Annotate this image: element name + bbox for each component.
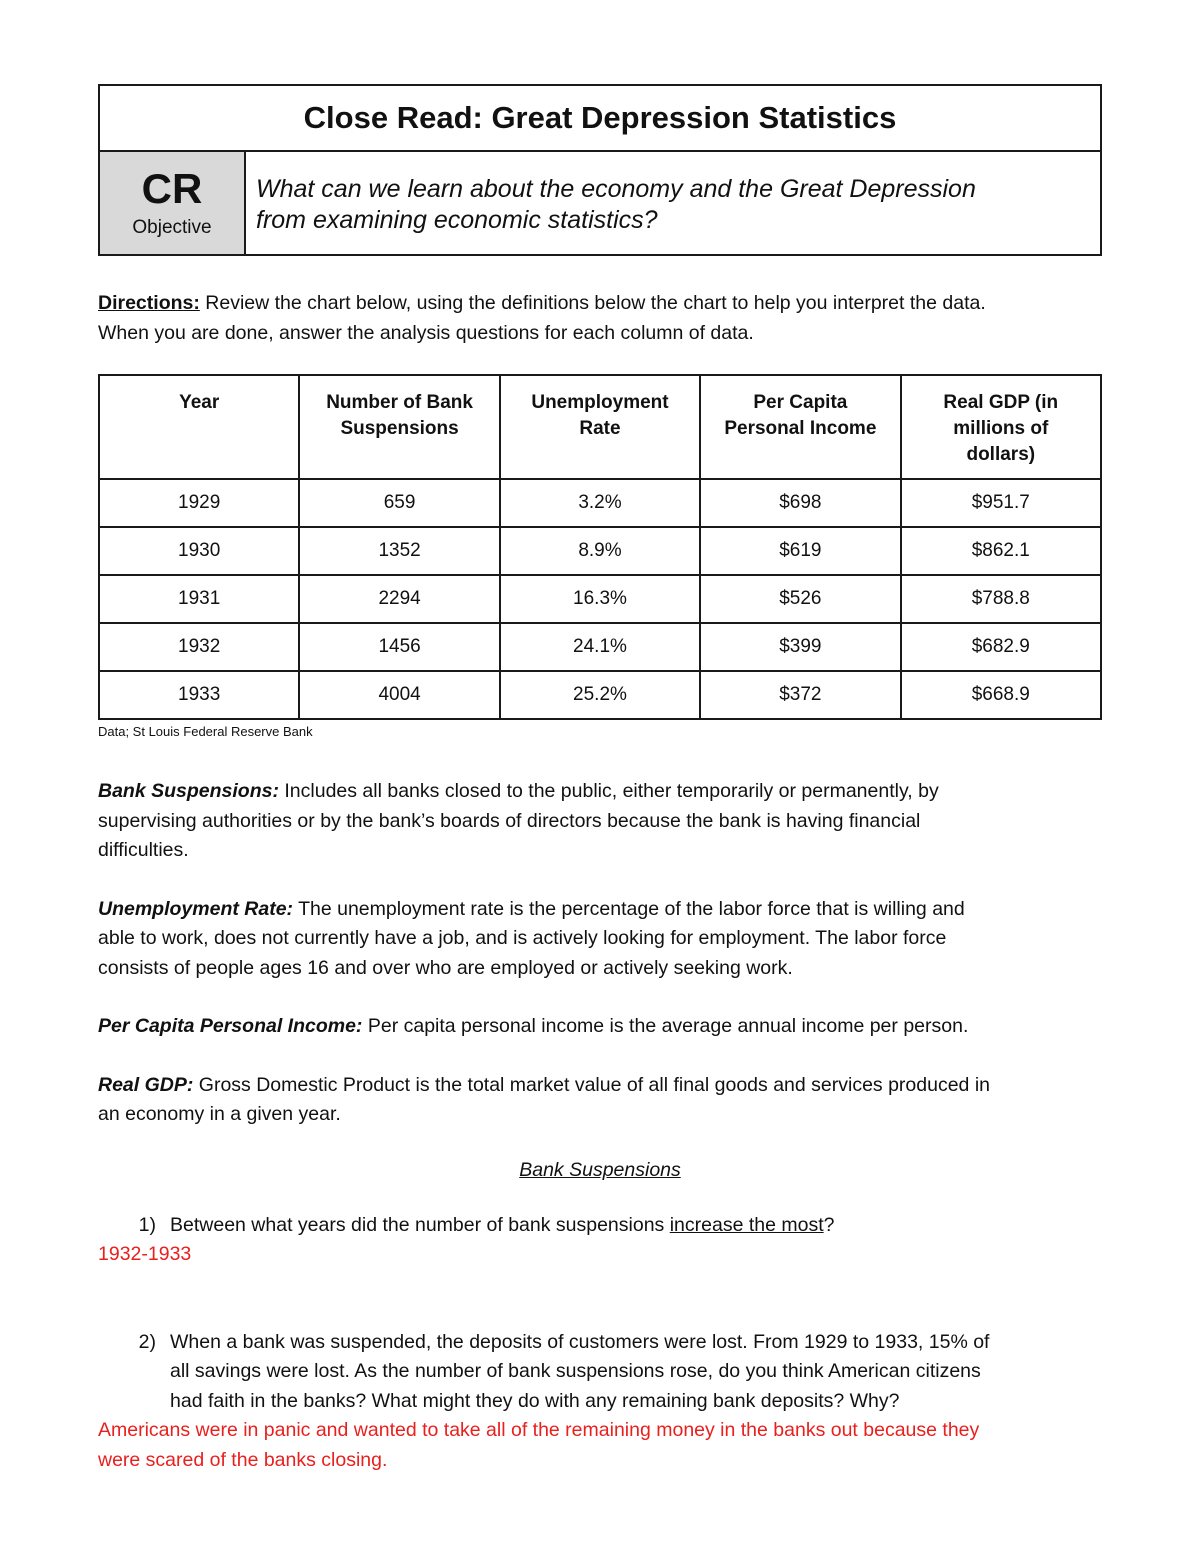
cell-gdp: $682.9 [901, 623, 1101, 671]
directions-line-2: When you are done, answer the analysis questions for each column of data. [98, 322, 754, 344]
header-unemployment-line-1: Unemployment [531, 392, 669, 413]
definition-text: The unemployment rate is the percentage of the labor force that is willing and [293, 897, 965, 920]
question-1 [98, 1211, 1102, 1241]
cell-gdp: $668.9 [901, 671, 1101, 719]
definition-text: Per capita personal income is the average annual income per person. [362, 1015, 969, 1037]
definition-bank-suspensions [98, 777, 1102, 866]
directions-label: Directions: [98, 292, 200, 314]
page-title: Close Read: Great Depression Statistics [100, 86, 1100, 152]
definition-term: Bank Suspensions: [98, 780, 279, 802]
cell-year: 1933 [99, 671, 299, 719]
question-2 [98, 1328, 1102, 1417]
cr-badge-label: Objective [132, 217, 212, 238]
objective-question [246, 152, 1100, 254]
cell-year: 1929 [99, 479, 299, 527]
header-income-line-2: Personal Income [724, 418, 877, 439]
cell-year: 1932 [99, 623, 299, 671]
cell-unemployment: 25.2% [500, 671, 700, 719]
header-real-gdp [901, 375, 1101, 479]
header-unemployment-rate [500, 375, 700, 479]
question-line: had faith in the banks? What might they do with any remaining bank deposits? Why? [170, 1389, 900, 1412]
data-source-note: Data; St Louis Federal Reserve Bank [98, 724, 313, 739]
header-gdp-line-1: Real GDP (in [943, 392, 1059, 413]
objective-line-2: from examining economic statistics? [256, 206, 658, 234]
cell-income: $399 [700, 623, 900, 671]
header-year [99, 375, 299, 479]
question-text [170, 1328, 1102, 1417]
cell-bank-suspensions: 1352 [299, 527, 499, 575]
answer-2 [98, 1416, 1102, 1475]
cell-gdp: $862.1 [901, 527, 1101, 575]
header-income-line-1: Per Capita [753, 392, 848, 413]
worksheet-page [98, 84, 1102, 1475]
cell-year: 1930 [99, 527, 299, 575]
cell-income: $619 [700, 527, 900, 575]
header-box [98, 84, 1102, 256]
objective-row [100, 152, 1100, 254]
table-row [99, 623, 1101, 671]
header-unemployment-line-2: Rate [579, 418, 621, 439]
answer-line: were scared of the banks closing. [98, 1448, 388, 1471]
definition-term: Per Capita Personal Income: [98, 1015, 363, 1037]
cell-unemployment: 8.9% [500, 527, 700, 575]
question-text [170, 1211, 1102, 1241]
cell-unemployment: 16.3% [500, 575, 700, 623]
cell-income: $698 [700, 479, 900, 527]
cell-bank-suspensions: 659 [299, 479, 499, 527]
question-text-part: ? [823, 1213, 835, 1236]
cell-unemployment: 24.1% [500, 623, 700, 671]
table-row [99, 575, 1101, 623]
definition-real-gdp [98, 1071, 1102, 1130]
question-line: When a bank was suspended, the deposits of customers were lost. From 1929 to 1933, 15% of [170, 1330, 990, 1353]
definition-text: Gross Domestic Product is the total market value of all final goods and services produced in [193, 1073, 990, 1096]
cr-badge [100, 152, 246, 254]
directions-line-1: Review the chart below, using the definitions below the chart to help you interpret the data. [199, 292, 986, 314]
cell-year: 1931 [99, 575, 299, 623]
cell-income: $526 [700, 575, 900, 623]
statistics-table [98, 374, 1102, 720]
header-per-capita-income [700, 375, 900, 479]
cell-bank-suspensions: 1456 [299, 623, 499, 671]
answer-1: 1932-1933 [98, 1243, 192, 1265]
definition-text: an economy in a given year. [98, 1103, 341, 1125]
definition-text: consists of people ages 16 and over who are employed or actively seeking work. [98, 956, 793, 979]
cell-gdp: $788.8 [901, 575, 1101, 623]
section-heading-bank-suspensions: Bank Suspensions [519, 1158, 681, 1181]
cr-badge-code: CR [141, 165, 203, 212]
definition-text: Includes all banks closed to the public, either temporarily or permanently, by [278, 780, 939, 802]
cell-income: $372 [700, 671, 900, 719]
cell-gdp: $951.7 [901, 479, 1101, 527]
definition-term: Unemployment Rate: [98, 897, 294, 920]
header-gdp-line-2: millions of [953, 418, 1049, 439]
cell-bank-suspensions: 2294 [299, 575, 499, 623]
answer-line: Americans were in panic and wanted to take all of the remaining money in the banks out because they [98, 1419, 980, 1441]
question-number: 1) [138, 1213, 156, 1236]
question-line: all savings were lost. As the number of bank suspensions rose, do you think American citizens [170, 1360, 981, 1382]
objective-line-1: What can we learn about the economy and the Great Depression [256, 175, 976, 203]
definition-unemployment-rate [98, 895, 1102, 984]
directions [98, 288, 1102, 348]
definition-per-capita-income [98, 1012, 1102, 1042]
header-bank-suspensions [299, 375, 499, 479]
definition-text: difficulties. [98, 839, 189, 861]
definition-text: able to work, does not currently have a job, and is actively looking for employment. The labor force [98, 927, 947, 949]
cell-bank-suspensions: 4004 [299, 671, 499, 719]
header-year-text: Year [179, 392, 220, 413]
table-header-row [99, 375, 1101, 479]
table-row [99, 479, 1101, 527]
table-row [99, 671, 1101, 719]
definition-term: Real GDP: [98, 1073, 194, 1096]
question-emphasis: increase the most [669, 1213, 824, 1236]
header-bank-suspensions-line-1: Number of Bank [326, 392, 473, 413]
header-gdp-line-3: dollars) [966, 444, 1036, 465]
table-row [99, 527, 1101, 575]
header-bank-suspensions-line-2: Suspensions [340, 418, 459, 439]
cell-unemployment: 3.2% [500, 479, 700, 527]
definition-text: supervising authorities or by the bank’s boards of directors because the bank is having financial [98, 809, 921, 832]
question-number: 2) [138, 1330, 156, 1353]
question-text-part: Between what years did the number of bank suspensions [170, 1213, 670, 1236]
